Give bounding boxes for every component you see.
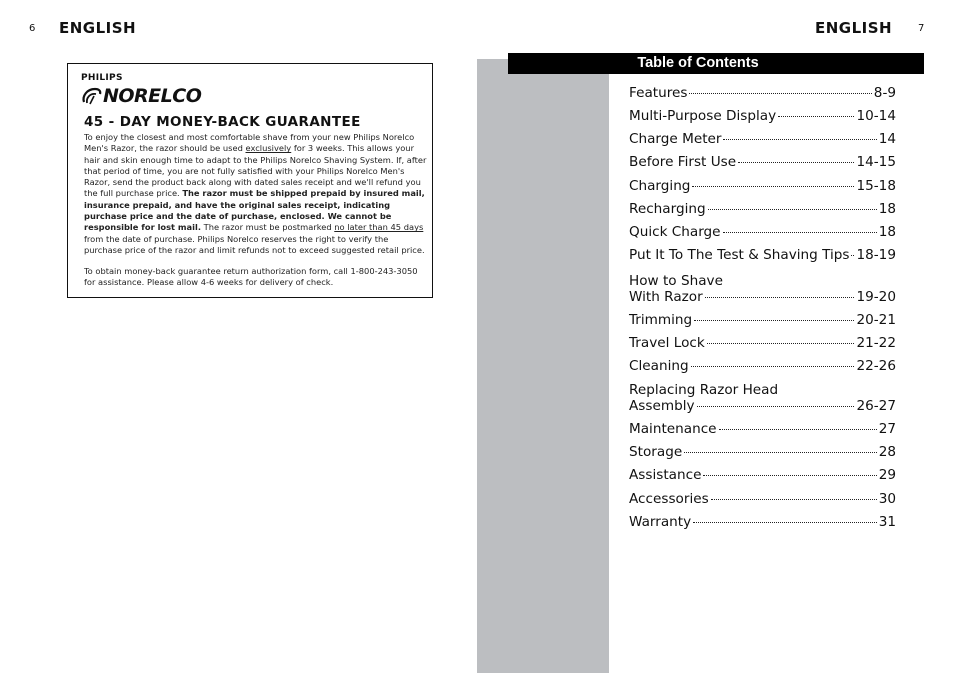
toc-entry-pages: 27 [878, 421, 896, 437]
toc-leader-dots [697, 405, 855, 407]
toc-leader-dots [778, 115, 854, 117]
toc-entry [629, 491, 896, 508]
toc-entry-title: Storage [629, 444, 683, 460]
toc-entry-pages: 18 [878, 201, 896, 217]
toc-entry [629, 312, 896, 329]
toc-entry-pages: 30 [878, 491, 896, 507]
toc-leader-dots [693, 521, 877, 523]
toc-entry-pages: 15-18 [856, 178, 896, 194]
toc-leader-dots [711, 498, 877, 500]
toc-entry [629, 421, 896, 438]
toc-entry-line [629, 491, 896, 508]
toc-header-bar [508, 53, 924, 74]
toc-entry [629, 382, 896, 415]
toc-entry-title: Accessories [629, 491, 709, 507]
text-run: for 3 weeks. This allows your hair and skin enough time to adapt to the Philips Norelco Shaving System. If, after that period of time, you are not fully satisfied with your Philips Norelco Men's Razor, send the product back along with dated sales receipt and we'll refund you the full purchase price. [84, 143, 427, 199]
left-page-header: ENGLISH [59, 19, 137, 37]
guarantee-title: 45 - DAY MONEY-BACK GUARANTEE [84, 114, 361, 130]
toc-entry-pages: 31 [878, 514, 896, 530]
guarantee-box [67, 63, 433, 298]
right-page-header: ENGLISH [815, 19, 893, 37]
toc-entry-pages: 18-19 [856, 247, 896, 263]
toc-entry-line [629, 85, 896, 102]
underlined-text: no later than 45 days [334, 222, 424, 233]
bold-text: The razor must be shipped prepaid by insured mail, insurance prepaid, and have the original sales receipt, indicating purchase price and the date of purchase, enclosed. We cannot be responsible for lost mail. [84, 188, 425, 233]
toc-entry-pages: 20-21 [856, 312, 896, 328]
toc-entry-pages: 10-14 [856, 108, 896, 124]
toc-leader-dots [705, 296, 855, 298]
toc-entry-pages: 22-26 [856, 358, 896, 374]
toc-entry [629, 224, 896, 241]
norelco-logo-text: NORELCO [103, 85, 202, 107]
toc-entry [629, 201, 896, 218]
toc-entry-title: Multi-Purpose Display [629, 108, 777, 124]
text-run: To enjoy the closest and most comfortable shave from your new Philips Norelco Men's Razor, the razor should be used [84, 132, 415, 154]
toc-entry-title: Trimming [629, 312, 693, 328]
text-run: The razor must be postmarked [201, 222, 335, 233]
toc-entry [629, 131, 896, 148]
toc-entry-line [629, 398, 896, 415]
toc-entry-title: Features [629, 85, 688, 101]
toc-entry-pages: 26-27 [856, 398, 896, 414]
toc-entry-title: Assistance [629, 467, 702, 483]
toc-leader-dots [684, 451, 877, 453]
toc-entry-pages: 19-20 [856, 289, 896, 305]
toc-entry-line [629, 224, 896, 241]
guarantee-contact-paragraph: To obtain money-back guarantee return authorization form, call 1-800-243-3050 for assistance. Please allow 4-6 weeks for delivery of check. [84, 266, 418, 288]
underlined-text: exclusively [245, 143, 292, 154]
toc-entry [629, 444, 896, 461]
toc-leader-dots [723, 231, 877, 233]
toc-entry-pages: 8-9 [873, 85, 896, 101]
toc-leader-dots [719, 428, 877, 430]
toc-entry-line [629, 201, 896, 218]
toc-entry-line [629, 467, 896, 484]
toc-entry-pages: 21-22 [856, 335, 896, 351]
toc-entry-line [629, 131, 896, 148]
toc-entry-pages: 18 [878, 224, 896, 240]
toc-entry-title: Charging [629, 178, 691, 194]
toc-entry [629, 154, 896, 171]
toc-entry [629, 85, 896, 102]
norelco-swirl-icon [81, 86, 103, 106]
toc-entry [629, 108, 896, 125]
toc-entry-title-line1: Replacing Razor Head [629, 382, 779, 398]
text-run: from the date of purchase. Philips Norelco reserves the right to verify the purchase price of the razor and limit refunds not to exceed suggested retail price. [84, 233, 425, 255]
toc-leader-dots [723, 138, 876, 140]
toc-entry [629, 178, 896, 195]
toc-entry-pages: 29 [878, 467, 896, 483]
toc-entry-line [629, 154, 896, 171]
toc-leader-dots [691, 365, 855, 367]
toc-entry-line [629, 358, 896, 375]
toc-entry-title: Charge Meter [629, 131, 722, 147]
toc-leader-dots [708, 208, 877, 210]
toc-entry-line [629, 421, 896, 438]
toc-entry-title: Before First Use [629, 154, 737, 170]
toc-entry-line [629, 312, 896, 329]
toc-entry-title: Assembly [629, 398, 695, 414]
toc-entry-title: Maintenance [629, 421, 717, 437]
toc-entry-title: Warranty [629, 514, 692, 530]
toc-leader-dots [692, 185, 854, 187]
toc-entry-pages: 14 [878, 131, 896, 147]
toc-leader-dots [694, 319, 854, 321]
toc-entry-line [629, 289, 896, 306]
right-page-number: 7 [918, 23, 925, 34]
toc-title: Table of Contents [637, 55, 759, 71]
toc-entry [629, 247, 896, 264]
toc-entry-line [629, 247, 896, 264]
toc-entry [629, 358, 896, 375]
toc-leader-dots [707, 342, 855, 344]
toc-entry-pages: 28 [878, 444, 896, 460]
toc-entry-title: With Razor [629, 289, 703, 305]
toc-entry-line [629, 335, 896, 352]
toc-entry-line [629, 444, 896, 461]
toc-entry-title: Put It To The Test & Shaving Tips [629, 247, 850, 263]
guarantee-paragraph [84, 132, 429, 256]
toc-leader-dots [703, 474, 876, 476]
toc-leader-dots [851, 254, 854, 256]
left-page-number: 6 [29, 23, 36, 34]
toc-entry-title: Quick Charge [629, 224, 721, 240]
toc-entry-title: Recharging [629, 201, 706, 217]
toc-entry-title: Cleaning [629, 358, 689, 374]
toc-entry [629, 335, 896, 352]
toc-entry [629, 273, 896, 306]
norelco-logo [81, 85, 201, 107]
toc-entry-line [629, 514, 896, 531]
gray-band [477, 59, 609, 673]
toc-entry-line [629, 178, 896, 195]
toc-entry-title-line1: How to Shave [629, 273, 723, 289]
toc-leader-dots [738, 161, 854, 163]
toc-entry-title: Travel Lock [629, 335, 705, 351]
toc-leader-dots [689, 92, 871, 94]
toc-entry-line [629, 108, 896, 125]
philips-brand: PHILIPS [81, 73, 123, 83]
toc-entry [629, 467, 896, 484]
toc-entry-pages: 14-15 [856, 154, 896, 170]
toc-entry [629, 514, 896, 531]
